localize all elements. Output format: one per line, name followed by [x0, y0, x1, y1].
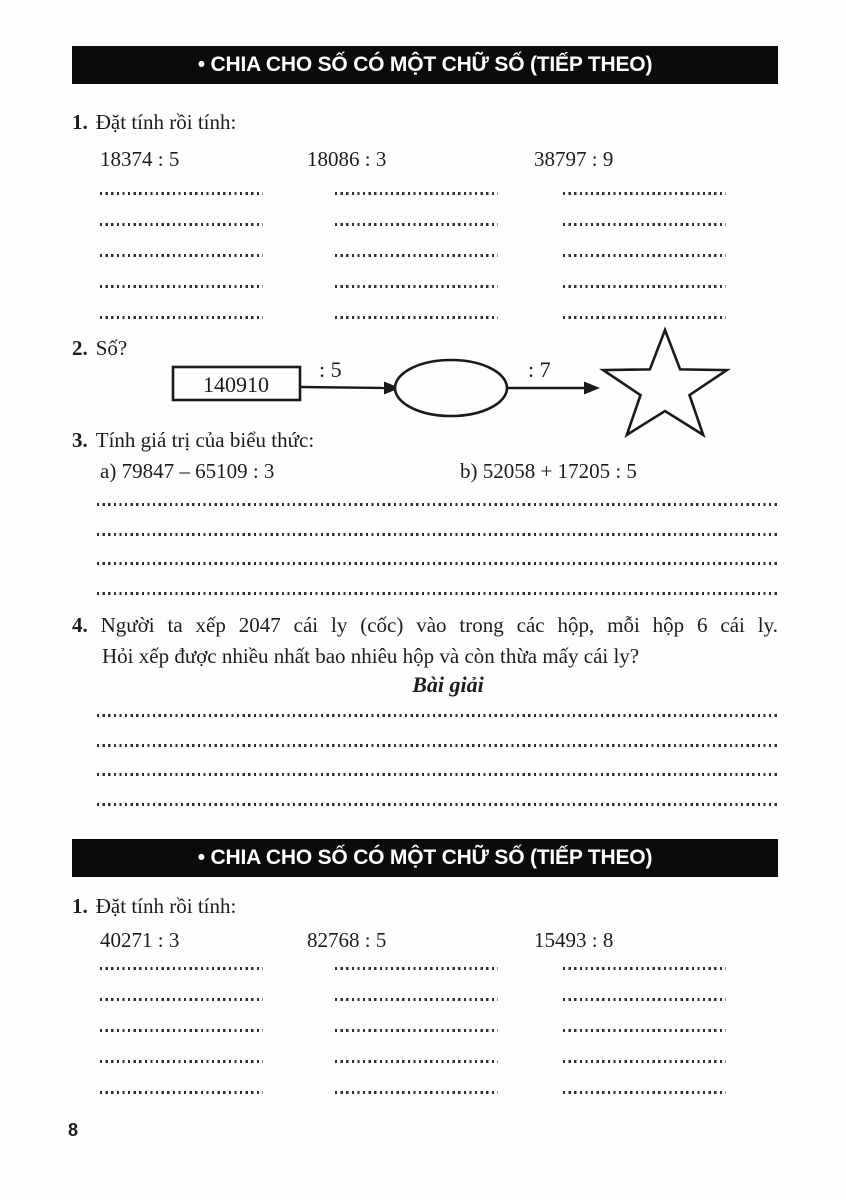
answer-line [335, 998, 498, 1001]
answer-line-row [72, 1091, 778, 1094]
answer-line [100, 192, 263, 195]
arrow-line [300, 387, 386, 388]
answer-line [100, 316, 263, 319]
answer-line [335, 316, 498, 319]
answer-line [100, 998, 263, 1001]
answer-line [97, 503, 778, 506]
answer-line-row [72, 316, 778, 319]
expression-b: b) 52058 + 17205 : 5 [460, 459, 637, 483]
answer-line-row [72, 285, 778, 288]
exercise-1b-answer-lines [72, 967, 778, 1122]
answer-line [100, 254, 263, 257]
exercise-number: 4. [72, 613, 88, 637]
section-title-banner [72, 46, 778, 84]
answer-line [335, 1060, 498, 1063]
exercise-4-answer-lines [97, 714, 778, 832]
answer-line [97, 562, 778, 565]
star-blank [603, 330, 727, 435]
division-problem: 18086 : 3 [307, 147, 387, 171]
page-number: 8 [68, 1120, 79, 1140]
exercise-label: Số? [95, 336, 128, 360]
answer-line [335, 192, 498, 195]
division-problem: 82768 : 5 [307, 928, 387, 952]
expression-a: a) 79847 – 65109 : 3 [100, 459, 275, 483]
answer-line [563, 223, 726, 226]
answer-line [563, 316, 726, 319]
answer-line-row [72, 967, 778, 970]
answer-line [100, 1091, 263, 1094]
section-title: • CHIA CHO SỐ CÓ MỘT CHỮ SỐ (TIẾP THEO) [197, 53, 653, 76]
answer-line [100, 285, 263, 288]
answer-line [563, 285, 726, 288]
exercise-number: 2. [72, 336, 88, 360]
division-problem: 40271 : 3 [100, 928, 180, 952]
answer-line-row [72, 223, 778, 226]
exercise-3-expressions [72, 459, 778, 484]
answer-line [563, 1060, 726, 1063]
exercise-3-answer-lines [97, 503, 778, 621]
answer-line-row [72, 254, 778, 257]
section-title: • CHIA CHO SỐ CÓ MỘT CHỮ SỐ (TIẾP THEO) [197, 846, 653, 869]
exercise-4-problem [72, 610, 778, 672]
exercise-2-heading [72, 336, 127, 361]
solution-heading: Bài giải [412, 672, 484, 697]
answer-line [100, 1029, 263, 1032]
answer-line [97, 803, 778, 806]
answer-line [563, 1029, 726, 1032]
answer-line [97, 592, 778, 595]
exercise-label: Tính giá trị của biểu thức: [95, 428, 315, 452]
operation1-label: : 5 [319, 357, 342, 382]
answer-line [563, 998, 726, 1001]
answer-line [335, 223, 498, 226]
answer-line [335, 967, 498, 970]
answer-line [335, 285, 498, 288]
exercise-1-problems [72, 147, 778, 172]
answer-line [335, 1029, 498, 1032]
problem-text-line1 [72, 610, 778, 641]
answer-line [97, 533, 778, 536]
answer-line-row [72, 998, 778, 1001]
ellipse-blank [395, 360, 507, 416]
arrow-head-icon [584, 382, 600, 395]
answer-line [335, 1091, 498, 1094]
exercise-number: 1. [72, 894, 88, 918]
division-problem: 18374 : 5 [100, 147, 180, 171]
exercise-3-heading [72, 428, 314, 453]
answer-line [100, 1060, 263, 1063]
exercise-1-heading [72, 110, 236, 135]
exercise-number: 3. [72, 428, 88, 452]
answer-line-row [72, 192, 778, 195]
division-problem: 38797 : 9 [534, 147, 614, 171]
answer-line [97, 744, 778, 747]
answer-line [563, 254, 726, 257]
operation2-label: : 7 [528, 357, 551, 382]
exercise-1-answer-lines [72, 192, 778, 347]
answer-line [563, 192, 726, 195]
answer-line [563, 967, 726, 970]
exercise-label: Đặt tính rồi tính: [95, 110, 237, 134]
answer-line [335, 254, 498, 257]
answer-line [100, 223, 263, 226]
problem-text-line2: Hỏi xếp được nhiều nhất bao nhiêu hộp và còn thừa mấy cái ly? [102, 644, 640, 668]
answer-line-row [72, 1029, 778, 1032]
exercise-number: 1. [72, 110, 88, 134]
answer-line [97, 773, 778, 776]
problem-text: Người ta xếp 2047 cái ly (cốc) vào trong các hộp, mỗi hộp 6 cái ly. [100, 613, 778, 637]
answer-line [563, 1091, 726, 1094]
section-title-banner [72, 839, 778, 877]
exercise-1b-heading [72, 894, 236, 919]
start-value: 140910 [203, 372, 269, 397]
answer-line-row [72, 1060, 778, 1063]
division-problem: 15493 : 8 [534, 928, 614, 952]
answer-line [100, 967, 263, 970]
exercise-label: Đặt tính rồi tính: [95, 894, 237, 918]
exercise-1b-problems [72, 928, 778, 953]
answer-line [97, 714, 778, 717]
